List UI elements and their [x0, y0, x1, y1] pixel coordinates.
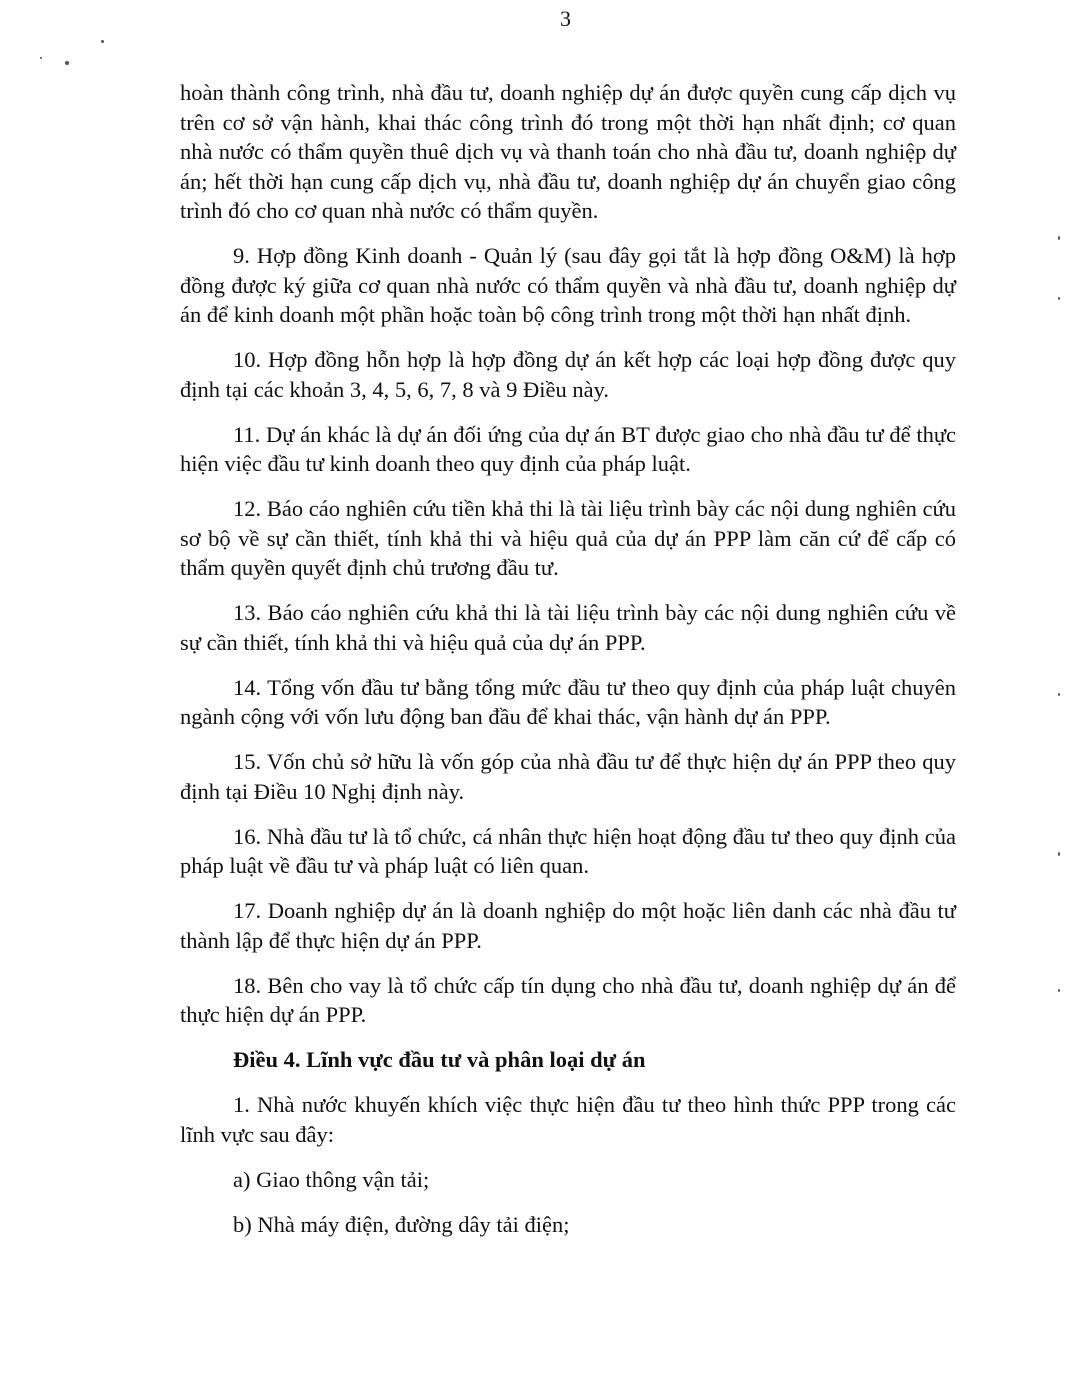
- scan-speck: [1058, 693, 1060, 696]
- paragraph-clause-16: 16. Nhà đầu tư là tổ chức, cá nhân thực hiện hoạt động đầu tư theo quy định của pháp luật về đầu tư và pháp luật có liên quan.: [180, 823, 956, 878]
- scan-speck: [1058, 989, 1060, 992]
- paragraph-clause-9: 9. Hợp đồng Kinh doanh - Quản lý (sau đây gọi tắt là hợp đồng O&M) là hợp đồng được ký giữa cơ quan nhà nước có thẩm quyền và nhà đầu tư, doanh nghiệp dự án để kinh doanh một phần hoặc toàn bộ công trình trong một thời hạn nhất định.: [180, 243, 956, 327]
- paragraph-clause-10: 10. Hợp đồng hỗn hợp là hợp đồng dự án kết hợp các loại hợp đồng được quy định tại các khoản 3, 4, 5, 6, 7, 8 và 9 Điều này.: [180, 347, 956, 402]
- article-paragraph: 1. Nhà nước khuyến khích việc thực hiện đầu tư theo hình thức PPP trong các lĩnh vực sau đây:: [180, 1092, 956, 1147]
- paragraph-clause-13: 13. Báo cáo nghiên cứu khả thi là tài liệu trình bày các nội dung nghiên cứu về sự cần thiết, tính khả thi và hiệu quả của dự án PPP.: [180, 600, 956, 655]
- scan-speck: [1058, 297, 1060, 300]
- paragraph-clause-15: 15. Vốn chủ sở hữu là vốn góp của nhà đầu tư để thực hiện dự án PPP theo quy định tại Điều 10 Nghị định này.: [180, 749, 956, 804]
- paragraph-continuation: hoàn thành công trình, nhà đầu tư, doanh nghiệp dự án được quyền cung cấp dịch vụ trên cơ sở vận hành, khai thác công trình đó trong một thời hạn nhất định; cơ quan nhà nước có thẩm quyền thuê dịch vụ và thanh toán cho nhà đầu tư, doanh nghiệp dự án; hết thời hạn cung cấp dịch vụ, nhà đầu tư, doanh nghiệp dự án chuyển giao công trình đó cho cơ quan nhà nước có thẩm quyền.: [180, 80, 956, 223]
- scan-speck: [1058, 236, 1060, 240]
- page-number: 3: [560, 6, 571, 31]
- scan-speck: [1058, 852, 1060, 856]
- paragraph-clause-18: 18. Bên cho vay là tổ chức cấp tín dụng cho nhà đầu tư, doanh nghiệp dự án để thực hiện dự án PPP.: [180, 972, 956, 1027]
- list-item: b) Nhà máy điện, đường dây tải điện;: [233, 1211, 570, 1237]
- scan-speck: [101, 40, 104, 43]
- paragraph-clause-12: 12. Báo cáo nghiên cứu tiền khả thi là tài liệu trình bày các nội dung nghiên cứu sơ bộ về sự cần thiết, tính khả thi và hiệu quả của dự án PPP làm căn cứ để cấp có thẩm quyền quyết định chủ trương đầu tư.: [180, 496, 956, 580]
- list-item: a) Giao thông vận tải;: [233, 1166, 430, 1192]
- article-heading: Điều 4. Lĩnh vực đầu tư và phân loại dự án: [233, 1047, 646, 1072]
- document-body: [180, 78, 956, 1255]
- scan-speck: [40, 57, 42, 59]
- paragraph-clause-17: 17. Doanh nghiệp dự án là doanh nghiệp do một hoặc liên danh các nhà đầu tư thành lập để thực hiện dự án PPP.: [180, 898, 956, 953]
- paragraph-clause-11: 11. Dự án khác là dự án đối ứng của dự án BT được giao cho nhà đầu tư để thực hiện việc đầu tư kinh doanh theo quy định của pháp luật.: [180, 421, 956, 476]
- scan-speck: [65, 61, 69, 65]
- paragraph-clause-14: 14. Tổng vốn đầu tư bằng tổng mức đầu tư theo quy định của pháp luật chuyên ngành cộng với vốn lưu động ban đầu để khai thác, vận hành dự án PPP.: [180, 674, 956, 729]
